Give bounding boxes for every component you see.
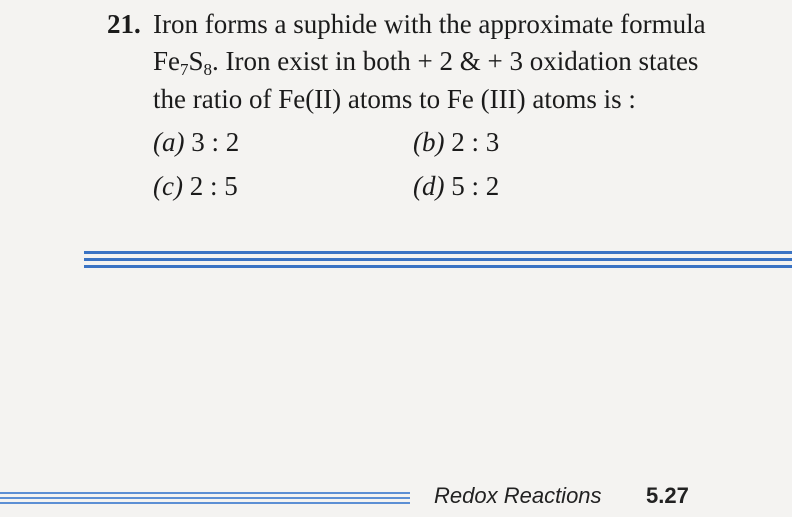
formula-sulfur: S (188, 46, 204, 76)
question-line-1: Iron forms a suphide with the approximate formula (153, 9, 706, 39)
footer-rule-line (0, 502, 410, 504)
footer-chapter-title: Redox Reactions (434, 483, 602, 508)
section-divider-line (84, 251, 792, 254)
option-c-value: 2 : 5 (189, 171, 238, 201)
footer-rule-line (0, 497, 410, 499)
option-c-label: (c) (153, 171, 183, 201)
question-line-2-rest: . Iron exist in both + 2 & + 3 oxidation states (212, 46, 699, 76)
question-line-2 (153, 46, 698, 77)
question-line-3: the ratio of Fe(II) atoms to Fe (III) atoms is : (153, 84, 636, 114)
option-a[interactable] (153, 127, 239, 158)
option-b-label: (b) (413, 127, 445, 157)
footer-page-number: 5.27 (646, 483, 689, 508)
question-number: 21. (107, 9, 141, 39)
section-divider-line (84, 265, 792, 268)
option-c[interactable] (153, 171, 238, 202)
option-a-value: 3 : 2 (191, 127, 240, 157)
option-d-label: (d) (413, 171, 445, 201)
formula-iron: Fe (153, 46, 180, 76)
section-divider-line (84, 258, 792, 261)
option-d[interactable] (413, 171, 499, 202)
formula-iron-subscript: 7 (180, 60, 189, 79)
formula-sulfur-subscript: 8 (203, 60, 213, 79)
option-b-value: 2 : 3 (451, 127, 500, 157)
option-a-label: (a) (153, 127, 185, 157)
footer-rule-line (0, 492, 410, 494)
option-b[interactable] (413, 127, 499, 158)
option-d-value: 5 : 2 (451, 171, 500, 201)
